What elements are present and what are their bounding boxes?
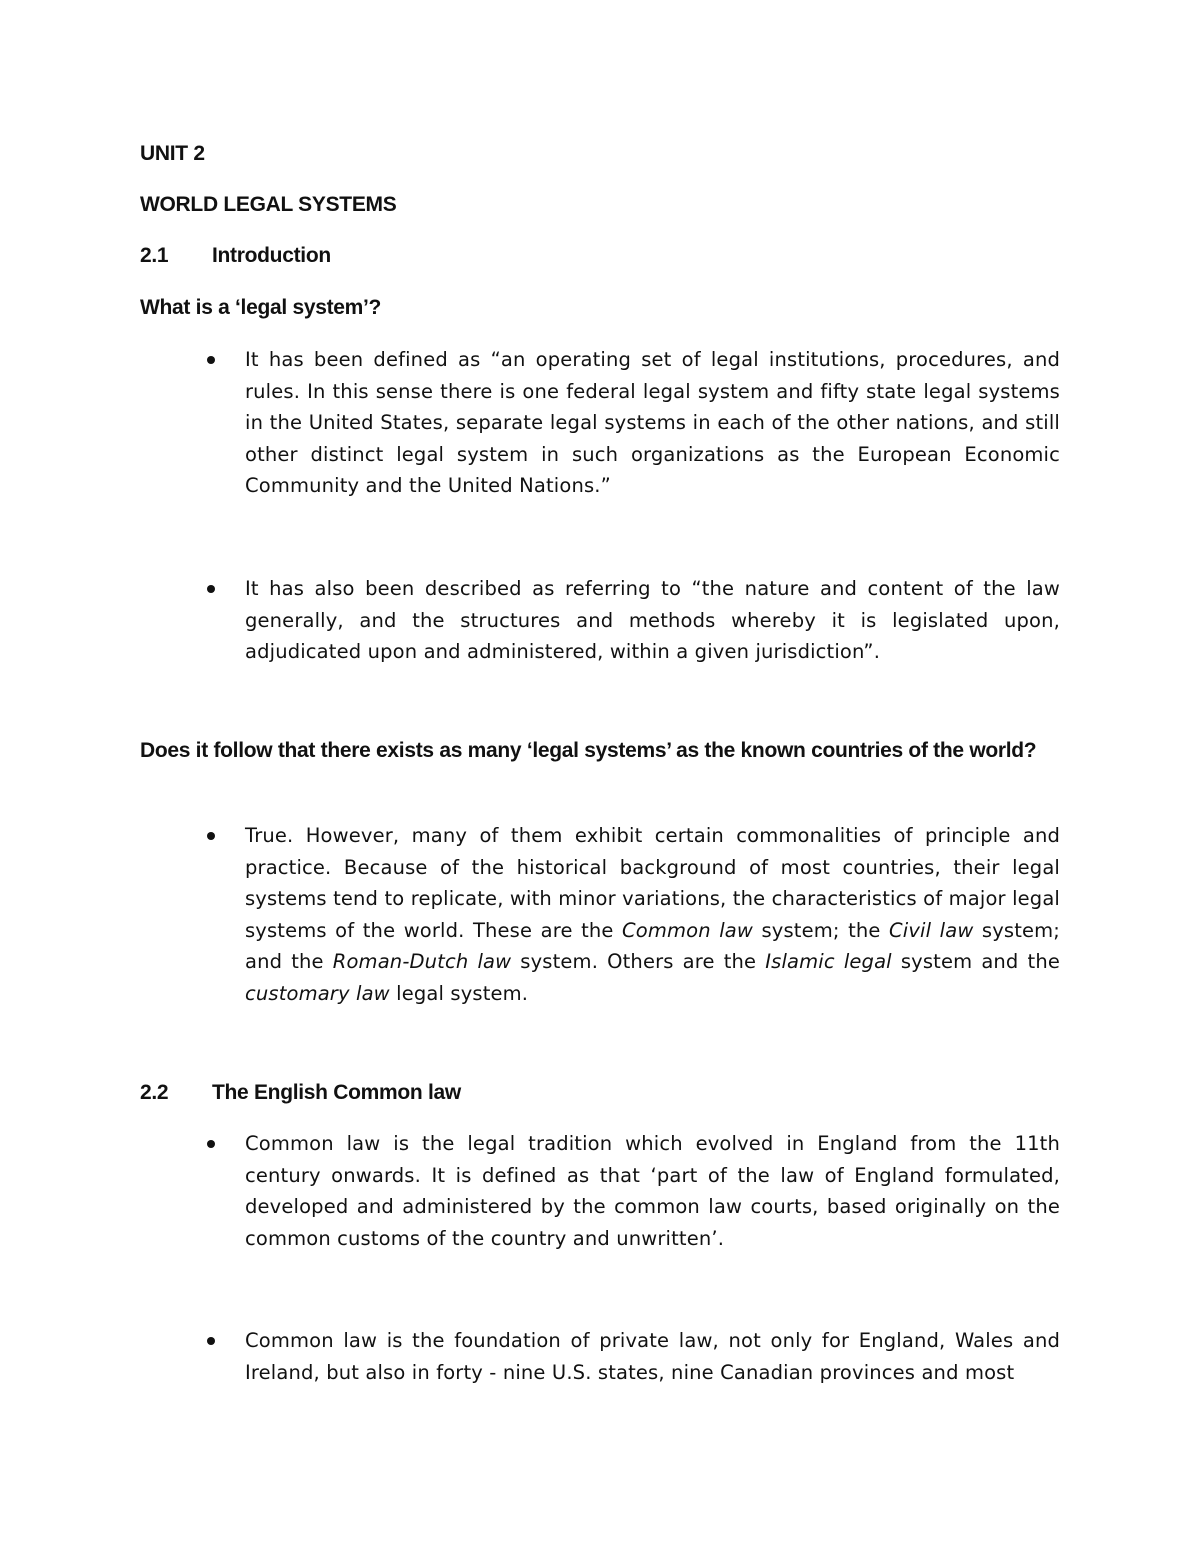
- bullet-text: Common law is the foundation of private law, not only for England, Wales and Ireland, but also in forty - nine U.S. states, nine Canadian provinces and most: [245, 1329, 1060, 1384]
- section-number: 2.1: [140, 244, 169, 267]
- question-legal-system: What is a ‘legal system’?: [140, 296, 382, 319]
- bullet-text: Common law is the legal tradition which evolved in England from the 11th century onwards. It is defined as that ‘part of the law of England formulated, developed and administered by the common law courts, based originally on the common customs of the country and unwritten’.: [245, 1132, 1060, 1250]
- text-run: system. Others are the: [511, 950, 766, 973]
- bullet-text: It has been defined as “an operating set of legal institutions, procedures, and rules. In this sense there is one federal legal system and fifty state legal systems in the United States, separate legal systems in each of the other nations, and still other distinct legal system in such organizations as the European Economic Community and the United Nations.”: [245, 348, 1060, 497]
- text-run: True. However, many of them exhibit certain commonalities of principle and practice. Because of the historical background of most countries, their legal systems tend to replicate, with minor variations, the characteristics of major legal systems of the world. These are the: [245, 824, 1060, 942]
- bullet-icon: [207, 356, 215, 364]
- question-many-legal-systems: Does it follow that there exists as many ‘legal systems’ as the known countries of the world?: [140, 739, 1037, 762]
- section-heading-2-2: [140, 1081, 461, 1105]
- bullet-icon: [207, 1337, 215, 1345]
- italic-term: Common law: [622, 918, 753, 942]
- text-run: legal system.: [389, 981, 529, 1005]
- text-run: system; the: [753, 918, 890, 942]
- italic-term: Civil law: [889, 918, 974, 942]
- italic-term: customary law: [245, 981, 390, 1005]
- italic-term: Roman-Dutch law: [332, 950, 512, 973]
- unit-title: WORLD LEGAL SYSTEMS: [140, 193, 397, 216]
- italic-term: Islamic legal: [765, 950, 892, 973]
- section-title: The English Common law: [212, 1081, 461, 1104]
- section-number: 2.2: [140, 1081, 169, 1104]
- section-title: Introduction: [212, 244, 331, 267]
- bullet-icon: [207, 1140, 215, 1148]
- bullet-icon: [207, 832, 215, 840]
- text-run: system; and the: [245, 918, 1061, 973]
- text-run: system and the: [891, 950, 1061, 973]
- bullet-text: It has also been described as referring to “the nature and content of the law generally, and the structures and methods whereby it is legislated upon, adjudicated upon and administered, within a given jurisdiction”.: [245, 577, 1060, 663]
- bullet-icon: [207, 585, 215, 593]
- section-heading-2-1: [140, 244, 331, 268]
- bullet-text: [245, 820, 1060, 1009]
- unit-label: UNIT 2: [140, 142, 205, 165]
